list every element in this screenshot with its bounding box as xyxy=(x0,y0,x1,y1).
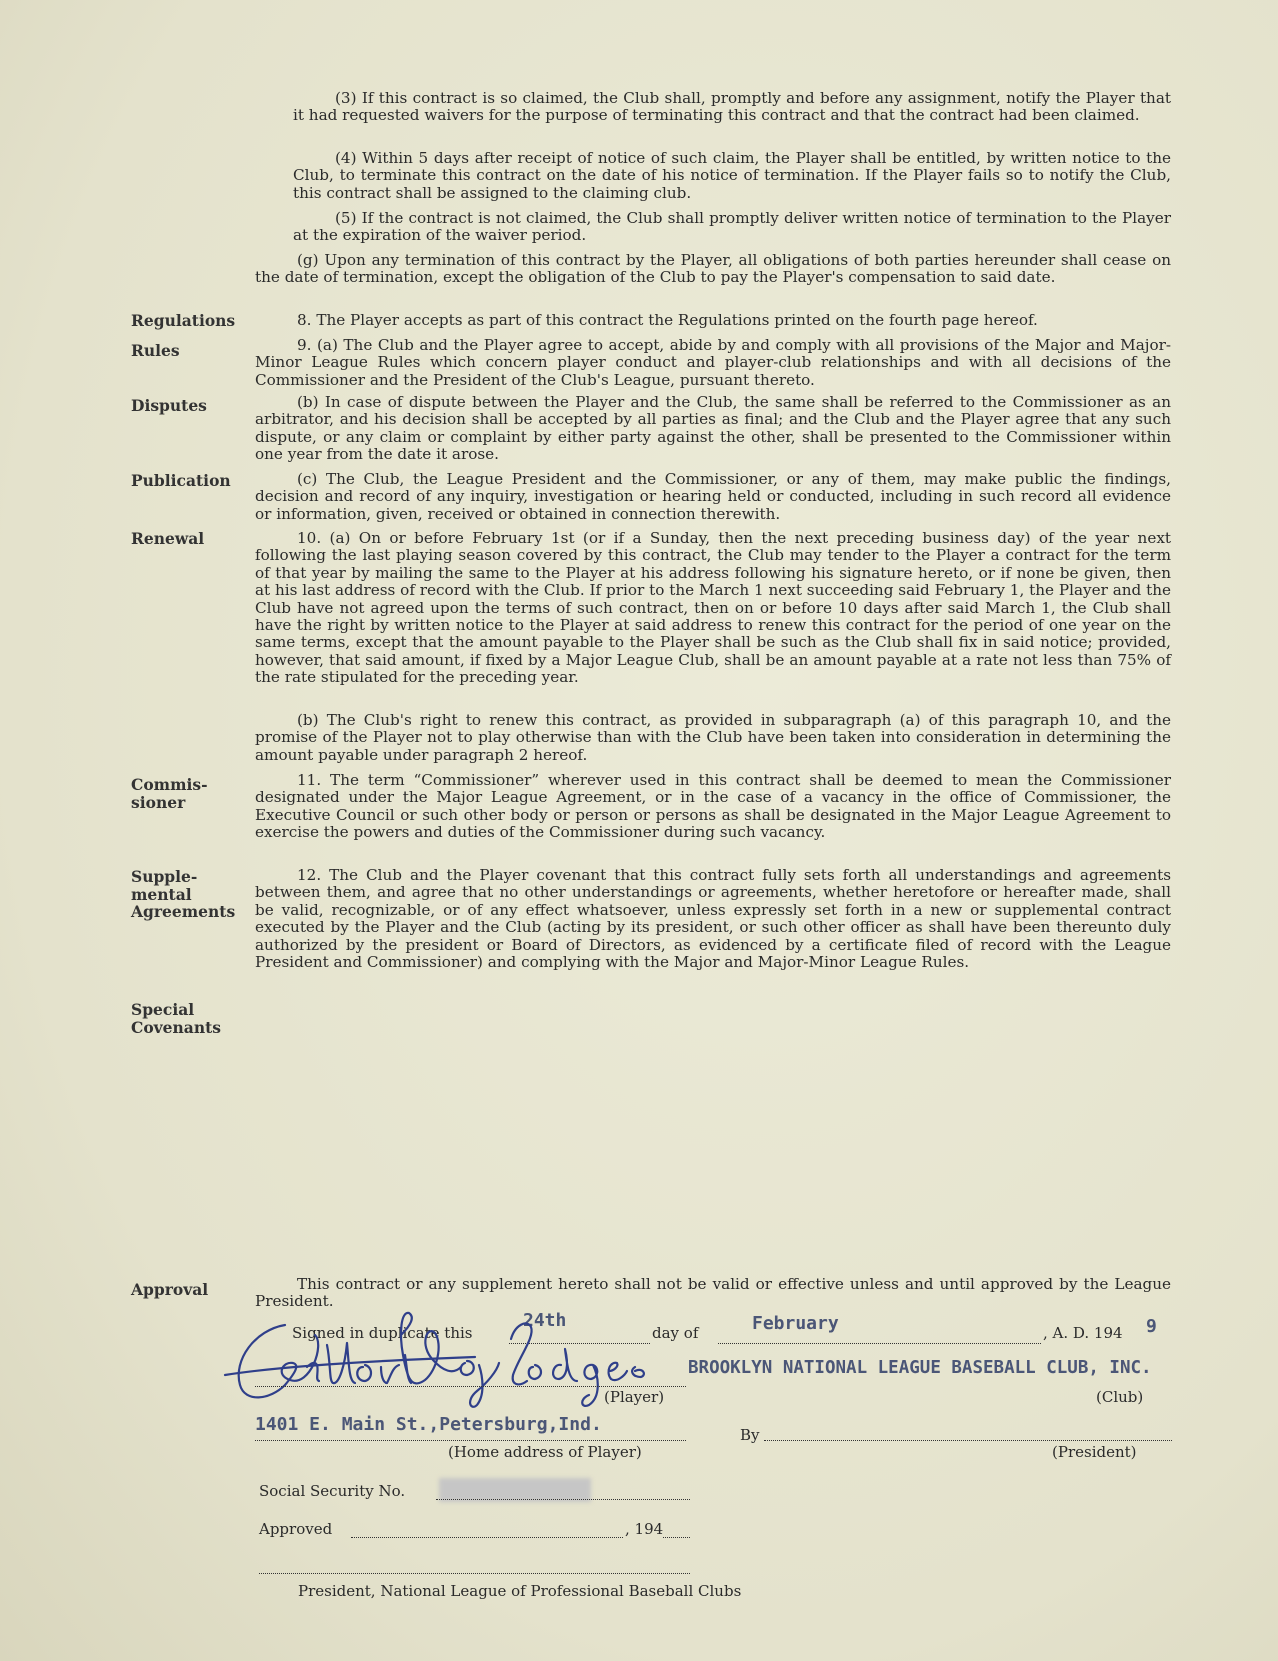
side-label-special-line2: Covenants xyxy=(131,1017,222,1037)
side-label-commissioner xyxy=(131,776,208,811)
approval-text: This contract or any supplement hereto shall not be valid or effective unless and until approved by the League President. xyxy=(255,1275,1171,1311)
approved-label: Approved xyxy=(259,1520,333,1538)
ad-year-label: , A. D. 194 xyxy=(1043,1324,1123,1342)
clause-3 xyxy=(293,90,1171,125)
player-caption: (Player) xyxy=(604,1388,665,1406)
side-label-supplemental-line3: Agreements xyxy=(131,902,236,921)
side-label-rules: Rules xyxy=(131,341,180,360)
month-value: February xyxy=(752,1313,839,1334)
month-line xyxy=(718,1343,1041,1344)
approved-year-line xyxy=(663,1537,690,1538)
clause-9b-text: (b) In case of dispute between the Player and the Club, the same shall be referred to the Commissioner as an arbitrator, and his decision shall be accepted by all parties as final; and the Club and the Player agree that any such dispute, or any claim or complaint by either party against the other, shall be presented to the Commissioner within one year from the date it arose. xyxy=(255,393,1171,464)
side-label-regulations: Regulations xyxy=(131,311,236,330)
clause-g-text: (g) Upon any termination of this contract by the Player, all obligations of both parties hereunder shall cease on the date of termination, except the obligation of the Club to pay the Player's compensation to said date. xyxy=(255,251,1171,287)
side-label-supplemental-line2: mental xyxy=(131,884,192,904)
clause-10a-text: 10. (a) On or before February 1st (or if a Sunday, then the next preceding business day) of the year next following the last playing season covered by this contract, the Club may tender to the Player a contract for the term of that year by mailing the same to the Player at his address following his signature hereto, or if none be given, then at his last address of record with the Club. If prior to the March 1 next succeeding said February 1, the Player and the Club have not agreed upon the terms of such contract, then on or before 10 days after said March 1, the Club shall have the right by written notice to the Player at said address to renew this contract for the period of one year on the same terms, except that the amount payable to the Player shall be such as the Club shall fix in said notice; provided, however, that said amount, if fixed by a Major League Club, shall be an amount payable at a rate not less than 75% of the rate stipulated for the preceding year. xyxy=(255,529,1171,687)
side-label-supplemental-line1: Supple- xyxy=(131,867,198,886)
clause-12 xyxy=(255,867,1171,971)
address-line xyxy=(255,1440,686,1441)
side-label-approval: Approval xyxy=(131,1280,209,1299)
side-label-special-line1: Special xyxy=(131,1000,195,1019)
league-president-line xyxy=(259,1573,690,1574)
club-caption: (Club) xyxy=(1096,1388,1144,1406)
address-caption: (Home address of Player) xyxy=(448,1443,642,1461)
clause-9c xyxy=(255,471,1171,523)
signed-prefix: Signed in duplicate this xyxy=(292,1324,473,1342)
day-of-label: day of xyxy=(652,1324,699,1342)
approved-date-line xyxy=(351,1537,623,1538)
club-value: BROOKLYN NATIONAL LEAGUE BASEBALL CLUB, INC. xyxy=(688,1358,1152,1378)
side-label-renewal: Renewal xyxy=(131,529,205,548)
address-value: 1401 E. Main St.,Petersburg,Ind. xyxy=(255,1414,602,1435)
clause-9c-text: (c) The Club, the League President and the Commissioner, or any of them, may make public the findings, decision and record of any inquiry, investigation or hearing held or conducted, including in such record all evidence or information, given, received or obtained in connection therewith. xyxy=(255,470,1171,523)
clause-g xyxy=(255,252,1171,287)
by-label: By xyxy=(740,1426,760,1444)
player-signature xyxy=(215,1305,665,1415)
clause-10b xyxy=(255,712,1171,764)
clause-12-text: 12. The Club and the Player covenant that this contract fully sets forth all understandings and agreements between them, and agree that no other understandings or agreements, whether heretofore or hereafter made, shall be valid, recognizable, or of any effect whatsoever, unless expressly set forth in a new or supplemental contract executed by the Player and the Club (acting by its president, or such other officer as shall have been thereunto duly authorized by the president or Board of Directors, as evidenced by a certificate filed of record with the League President and Commissioner) and complying with the Major and Major-Minor League Rules. xyxy=(255,866,1171,972)
side-label-special-covenants xyxy=(131,1001,221,1036)
ssn-line xyxy=(436,1499,690,1500)
player-signature-line xyxy=(255,1386,686,1387)
day-value: 24th xyxy=(523,1310,567,1331)
ssn-label: Social Security No. xyxy=(259,1482,406,1500)
league-president-caption: President, National League of Professional Baseball Clubs xyxy=(298,1582,742,1600)
clause-8-text: 8. The Player accepts as part of this contract the Regulations printed on the fourth page hereof. xyxy=(297,311,1038,329)
side-label-commissioner-line1: Commis- xyxy=(131,775,208,794)
clause-5 xyxy=(293,210,1171,245)
clause-9a xyxy=(255,337,1171,389)
clause-9b xyxy=(255,394,1171,464)
clause-8 xyxy=(255,312,1171,329)
clause-4 xyxy=(293,150,1171,202)
clause-9a-text: 9. (a) The Club and the Player agree to accept, abide by and comply with all provisions of the Major and Major-Minor League Rules which concern player conduct and player-club relationships and with all decisions of the Commissioner and the President of the Club's League, pursuant thereto. xyxy=(255,336,1171,389)
clause-4-text: (4) Within 5 days after receipt of notice of such claim, the Player shall be entitled, by written notice to the Club, to terminate this contract on the date of his notice of termination. If the Player fails so to notify the Club, this contract shall be assigned to the claiming club. xyxy=(293,149,1171,202)
clause-5-text: (5) If the contract is not claimed, the Club shall promptly deliver written notice of termination to the Player at the expiration of the waiver period. xyxy=(293,209,1171,245)
clause-10a xyxy=(255,530,1171,687)
side-label-disputes: Disputes xyxy=(131,396,207,415)
clause-11-text: 11. The term “Commissioner” wherever used in this contract shall be deemed to mean the Commissioner designated under the Major League Agreement, or in the case of a vacancy in the office of Commissioner, the Executive Council or such other body or person or persons as shall be designated in the Major League Agreement to exercise the powers and duties of the Commissioner during such vacancy. xyxy=(255,771,1171,842)
president-line xyxy=(764,1440,1172,1441)
side-label-publication: Publication xyxy=(131,471,231,490)
president-caption: (President) xyxy=(1052,1443,1137,1461)
side-label-commissioner-line2: sioner xyxy=(131,792,186,812)
clause-11 xyxy=(255,772,1171,842)
clause-10b-text: (b) The Club's right to renew this contract, as provided in subparagraph (a) of this paragraph 10, and the promise of the Player not to play otherwise than with the Club have been taken into consideration in determining the amount payable under paragraph 2 hereof. xyxy=(255,711,1171,764)
clause-3-text: (3) If this contract is so claimed, the Club shall, promptly and before any assignment, notify the Player that it had requested waivers for the purpose of terminating this contract and that the contract had been claimed. xyxy=(293,89,1171,125)
approved-year-label: , 194 xyxy=(625,1520,664,1538)
year-digit: 9 xyxy=(1146,1316,1157,1337)
side-label-supplemental xyxy=(131,868,235,921)
